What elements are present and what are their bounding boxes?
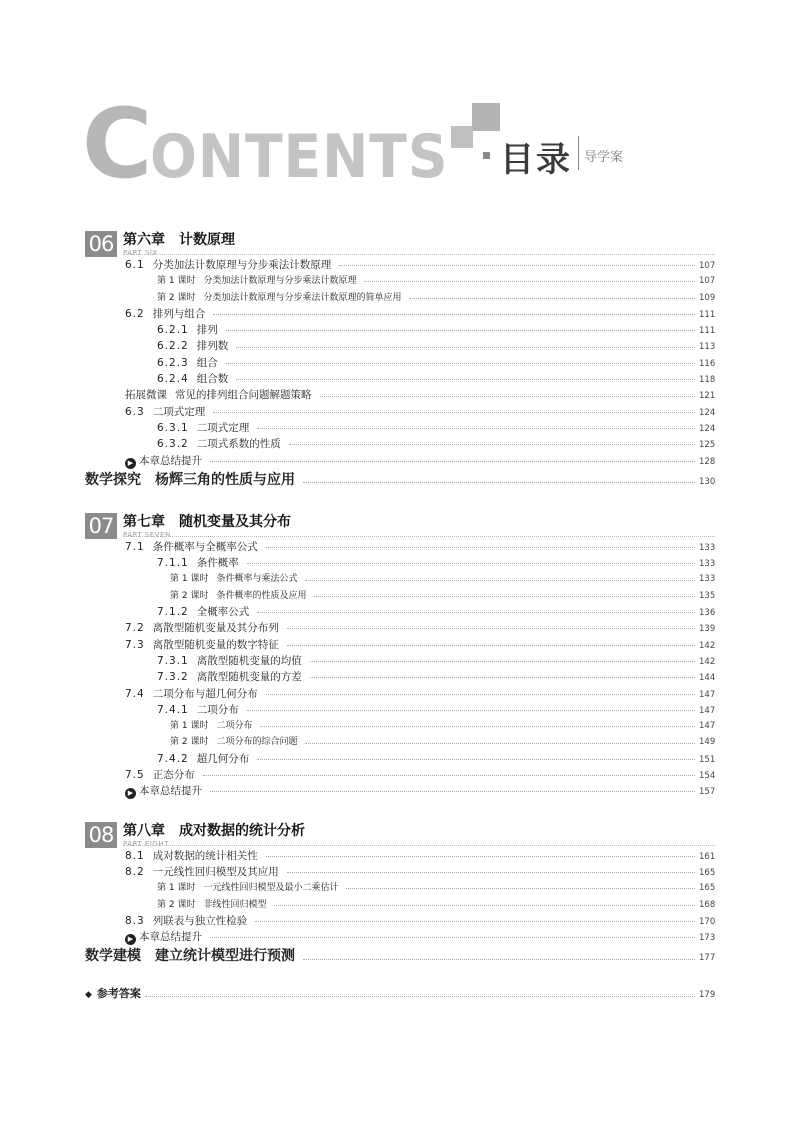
chapter-header [85, 227, 715, 257]
toc-entry-label [157, 436, 285, 452]
page-number: 173 [699, 933, 716, 944]
dot-leader [305, 580, 695, 581]
toc-entry-label [125, 306, 209, 322]
toc-entry-label [170, 734, 301, 750]
chapter-title [123, 511, 291, 531]
special-topic-label [85, 945, 299, 967]
toc-entry-label [125, 539, 262, 555]
chapter-part-label: PART SIX [123, 249, 158, 257]
dot-leader [247, 563, 695, 564]
dot-leader [213, 412, 695, 413]
dot-leader [203, 775, 695, 776]
special-topic-kind: 数学建模 [85, 948, 141, 965]
play-icon: ▶ [125, 458, 136, 469]
page-number: 147 [699, 721, 716, 732]
dot-leader [226, 330, 695, 331]
page-number: 124 [699, 423, 716, 434]
dot-leader [226, 363, 695, 364]
toc-entry-label [125, 257, 335, 273]
toc-entry-label [125, 637, 283, 653]
special-topic-label [85, 469, 299, 491]
toc-entry-number: 6.2.2 [157, 340, 189, 353]
page-number: 128 [699, 456, 716, 467]
toc-entry-number: 6.2.1 [157, 324, 189, 337]
toc-entry-label [125, 929, 206, 945]
page-number: 144 [699, 673, 716, 684]
page-number: 139 [699, 624, 716, 635]
toc-entry-number: 6.2.3 [157, 356, 189, 369]
page-number: 111 [699, 309, 716, 320]
toc-entry-label [125, 620, 283, 636]
toc-entry-text: 分类加法计数原理与分步乘法计数原理 [203, 276, 357, 287]
toc-entry-text: 条件概率与乘法公式 [216, 574, 298, 585]
toc-entry[interactable] [85, 848, 715, 864]
toc-entry[interactable] [85, 767, 715, 783]
chapter-rule [123, 254, 715, 255]
toc-entry-number: 7.4 [125, 687, 145, 700]
decor-square-medium [451, 126, 473, 148]
toc-entry[interactable] [85, 404, 715, 420]
toc-entry-number: 8.2 [125, 865, 145, 878]
page-number: 124 [699, 407, 716, 418]
dot-leader [303, 482, 695, 483]
chapter-section [85, 227, 715, 491]
dot-leader [257, 428, 695, 429]
toc-entry-number: 7.4.1 [157, 703, 189, 716]
toc-entry-label [125, 783, 206, 799]
toc-entry-number: 7.3.2 [157, 671, 189, 684]
chapter-rule [123, 845, 715, 846]
toc-entry-number: 6.3.2 [157, 438, 189, 451]
dot-leader [303, 959, 695, 960]
toc-entry-text: 常见的排列组合问题解题策略 [175, 389, 312, 402]
toc-entry[interactable] [85, 571, 715, 587]
toc-entry-number: 第 2 课时 [170, 737, 209, 748]
chapter-part-label: PART SEVEN [123, 530, 171, 539]
toc-entry-number: 第 1 课时 [170, 574, 209, 585]
toc-entry-number: 7.1 [125, 540, 145, 553]
toc-entry[interactable] [85, 371, 715, 387]
chapter-section [85, 509, 715, 800]
toc-entry-label [157, 880, 342, 896]
special-topic-kind: 数学探究 [85, 471, 141, 488]
dot-leader [255, 921, 695, 922]
toc-entry[interactable] [85, 306, 715, 322]
toc-entry[interactable] [85, 322, 715, 338]
page-number: 147 [699, 705, 716, 716]
toc-entry-label [157, 897, 270, 913]
toc-entry-number: 第 2 课时 [170, 590, 209, 601]
toc-entry-text: 二项分布 [216, 721, 253, 732]
chapter-title [123, 820, 305, 840]
chapter-spacer [85, 491, 715, 509]
toc-entry-label [157, 653, 306, 669]
toc-entry-label [157, 420, 253, 436]
page-number: 179 [699, 990, 716, 1001]
toc-entry-text: 组合数 [196, 373, 229, 386]
dot-leader [247, 710, 695, 711]
toc-entry-label [125, 864, 283, 880]
toc-entry-text: 成对数据的统计相关性 [152, 849, 258, 862]
dot-leader [213, 314, 695, 315]
toc-entry-number: 7.3 [125, 638, 145, 651]
toc-entry-text: 二项分布 [196, 703, 239, 716]
toc-entry-text: 正态分布 [152, 769, 195, 782]
toc-entry-label [125, 913, 251, 929]
dot-leader [310, 661, 695, 662]
toc-entry-text: 离散型随机变量的数字特征 [152, 638, 279, 651]
chapter-rule [123, 536, 715, 537]
dot-leader [346, 888, 695, 889]
toc-entry-number: 6.1 [125, 259, 145, 271]
toc-entry-label [170, 588, 310, 604]
toc-entry-label [157, 669, 306, 685]
toc-entry-text: 分类加法计数原理与分步乘法计数原理 [152, 259, 332, 271]
toc-entry-label [125, 387, 316, 403]
toc-entry-label [157, 322, 222, 338]
toc-entry-label [125, 848, 262, 864]
toc-entry-number: 拓展微课 [125, 389, 167, 402]
toc-entry-text: 一元线性回归模型及其应用 [152, 865, 279, 878]
page-number: 157 [699, 787, 716, 798]
toc-entry-number: 第 2 课时 [157, 292, 196, 303]
toc-entry-number: 7.2 [125, 622, 145, 635]
special-topic-title: 建立统计模型进行预测 [155, 948, 295, 965]
toc-entry[interactable] [85, 555, 715, 571]
special-topic-entry[interactable] [85, 945, 715, 967]
chapter-number: 06 [85, 231, 117, 257]
toc-entry-number: 6.2 [125, 307, 145, 320]
toc-entry[interactable] [85, 290, 715, 306]
toc-entry-text: 离散型随机变量及其分布列 [152, 622, 279, 635]
dot-leader [274, 905, 695, 906]
special-topic-title: 杨辉三角的性质与应用 [155, 471, 295, 488]
dot-leader [266, 547, 695, 548]
toc-entry-label [125, 404, 209, 420]
toc-entry-text: 列联表与独立性检验 [152, 914, 248, 927]
page-number: 133 [699, 559, 716, 570]
toc-entry-number: 第 1 课时 [157, 883, 196, 894]
dot-leader [364, 281, 695, 282]
dot-leader [257, 759, 695, 760]
chapter-name: 计数原理 [179, 232, 235, 248]
toc-entry-number: 7.5 [125, 769, 145, 782]
answers-label: 参考答案 [96, 987, 141, 1001]
page-subtitle: 导学案 [584, 150, 624, 165]
decor-square-large [472, 103, 500, 131]
toc-entry-number: 6.3.1 [157, 421, 189, 434]
toc-entry-label [157, 555, 243, 571]
toc-entry[interactable] [85, 913, 715, 929]
toc-entry-text: 条件概率 [196, 557, 239, 570]
page-number: 165 [699, 867, 716, 878]
toc-entry-number: 6.3 [125, 405, 145, 418]
toc-entry[interactable] [85, 273, 715, 289]
page-number: 107 [699, 261, 716, 271]
contents-wordmark [82, 88, 475, 200]
toc-entry-label [125, 686, 262, 702]
page-number: 161 [699, 851, 716, 862]
special-topic-entry[interactable] [85, 469, 715, 491]
toc-entry[interactable] [85, 604, 715, 620]
toc-entry-label [157, 702, 243, 718]
dot-leader [210, 791, 695, 792]
toc-entry[interactable] [85, 783, 715, 799]
page-number: 125 [699, 440, 716, 451]
toc-entry-text: 组合 [196, 356, 218, 369]
dot-leader [339, 265, 695, 266]
toc-entry-text: 二项式系数的性质 [196, 438, 281, 451]
toc-entry-text: 条件概率与全概率公式 [152, 540, 258, 553]
toc-entry-label [125, 453, 206, 469]
play-icon: ▶ [125, 788, 136, 799]
toc-entry-label [157, 273, 360, 289]
toc-entry-label [157, 371, 232, 387]
toc-entry[interactable] [85, 637, 715, 653]
toc-entry[interactable] [85, 620, 715, 636]
page-number: 147 [699, 689, 716, 700]
page-number: 136 [699, 608, 716, 619]
toc-entry[interactable] [85, 355, 715, 371]
toc-entry-number: 第 2 课时 [157, 899, 196, 910]
title-divider [578, 136, 579, 170]
toc-entry-text: 本章总结提升 [139, 454, 202, 467]
chapter-header [85, 509, 715, 539]
chapter-label: 第八章 [123, 822, 165, 839]
toc-entry-text: 排列数 [196, 340, 229, 353]
toc-entry[interactable] [85, 686, 715, 702]
page-number: 177 [699, 953, 716, 964]
toc-entry[interactable] [85, 436, 715, 452]
dot-leader [236, 347, 695, 348]
page-number: 130 [699, 476, 716, 487]
page-number: 118 [699, 375, 716, 386]
dot-leader [266, 694, 695, 695]
page-number: 165 [699, 883, 716, 894]
dot-leader [260, 726, 695, 727]
chapter-number: 08 [85, 822, 117, 848]
toc-entry-label [157, 338, 232, 354]
page-number: 168 [699, 899, 716, 910]
toc-entry-text: 非线性回归模型 [203, 899, 267, 910]
toc-entry[interactable] [85, 453, 715, 469]
dot-leader [287, 628, 695, 629]
dot-leader [266, 856, 695, 857]
page-number: 142 [699, 656, 716, 667]
toc-entry-text: 离散型随机变量的均值 [196, 654, 302, 667]
toc-entry-text: 二项分布与超几何分布 [152, 687, 258, 700]
page-number: 170 [699, 916, 716, 927]
page-number: 151 [699, 754, 716, 765]
dot-leader [289, 444, 695, 445]
toc-entry[interactable] [85, 880, 715, 896]
page-number: 133 [699, 574, 716, 585]
chapter-number: 07 [85, 513, 117, 539]
page-number: 121 [699, 391, 716, 402]
toc-entry-label [157, 751, 253, 767]
toc-entry-number: 8.1 [125, 849, 145, 862]
toc-entry-number: 第 1 课时 [157, 276, 196, 287]
toc-entry-text: 二项式定理 [152, 405, 206, 418]
page-number: 154 [699, 771, 716, 782]
page-number: 111 [699, 326, 716, 337]
toc-entry[interactable] [85, 669, 715, 685]
toc-entry[interactable] [85, 897, 715, 913]
contents-rest-letters: ONTENTS [150, 122, 449, 192]
toc-entry-number: 7.4.2 [157, 752, 189, 765]
page-number: 116 [699, 358, 716, 369]
toc-entry-text: 条件概率的性质及应用 [216, 590, 307, 601]
toc-entry[interactable] [85, 751, 715, 767]
page-number: 149 [699, 737, 716, 748]
toc-entry-number: 7.1.2 [157, 606, 189, 619]
toc-entry[interactable] [85, 929, 715, 945]
toc-entry-number: 第 1 课时 [170, 721, 209, 732]
dot-leader [257, 612, 695, 613]
toc-entry[interactable] [85, 539, 715, 555]
dot-leader [287, 645, 695, 646]
page-title: 目录 [500, 140, 572, 180]
dot-leader [236, 379, 695, 380]
toc-entry[interactable] [85, 653, 715, 669]
answers-entry[interactable] [85, 985, 715, 1003]
toc-entry-text: 全概率公式 [196, 606, 250, 619]
toc-entry-number: 6.2.4 [157, 373, 189, 386]
toc-entry[interactable] [85, 702, 715, 718]
decor-square-small [483, 152, 490, 159]
toc-entry-text: 本章总结提升 [139, 931, 202, 944]
table-of-contents [85, 227, 715, 1003]
dot-leader [409, 298, 695, 299]
toc-entry-text: 离散型随机变量的方差 [196, 671, 302, 684]
toc-entry-number: 8.3 [125, 914, 145, 927]
toc-entry-label [125, 767, 199, 783]
page-number: 109 [699, 292, 716, 303]
toc-entry-label [157, 604, 253, 620]
page-number: 133 [699, 542, 716, 553]
page-number: 107 [699, 276, 716, 287]
chapter-title [123, 229, 235, 249]
toc-entry[interactable] [85, 734, 715, 750]
toc-entry[interactable] [85, 588, 715, 604]
chapter-spacer [85, 800, 715, 818]
dot-leader [310, 677, 695, 678]
chapter-name: 随机变量及其分布 [179, 513, 291, 530]
toc-entry[interactable] [85, 864, 715, 880]
toc-entry-number: 7.1.1 [157, 557, 189, 570]
toc-entry[interactable] [85, 718, 715, 734]
toc-entry-label [170, 571, 301, 587]
toc-entry-label [157, 290, 405, 306]
toc-entry[interactable] [85, 257, 715, 273]
toc-entry-text: 一元线性回归模型及最小二乘估计 [203, 883, 339, 894]
chapter-header [85, 818, 715, 848]
chapter-section [85, 818, 715, 968]
play-icon: ▶ [125, 934, 136, 945]
toc-entry-text: 分类加法计数原理与分步乘法计数原理的简单应用 [203, 292, 402, 303]
dot-leader [210, 937, 695, 938]
toc-entry-number: 7.3.1 [157, 654, 189, 667]
diamond-icon: ◆ [85, 990, 92, 1001]
header [0, 0, 799, 200]
toc-entry-label [170, 718, 256, 734]
chapter-part-label: PART EIGHT [123, 839, 169, 848]
page-number: 135 [699, 590, 716, 601]
chapter-label: 第七章 [123, 513, 165, 530]
toc-entry-label [157, 355, 222, 371]
toc-entry-text: 二项分布的综合问题 [216, 737, 298, 748]
toc-entry[interactable] [85, 387, 715, 403]
chapter-label: 第六章 [123, 232, 165, 248]
dot-leader [287, 872, 695, 873]
toc-entry-text: 本章总结提升 [139, 785, 202, 798]
chapter-name: 成对数据的统计分析 [179, 822, 305, 839]
page-number: 113 [699, 342, 716, 353]
toc-entry-text: 排列 [196, 324, 218, 337]
toc-entry-text: 排列与组合 [152, 307, 206, 320]
dot-leader [145, 996, 695, 997]
toc-entry[interactable] [85, 338, 715, 354]
chapter-spacer [85, 967, 715, 985]
dot-leader [314, 596, 695, 597]
toc-entry-text: 二项式定理 [196, 421, 250, 434]
dot-leader [305, 743, 695, 744]
dot-leader [320, 396, 696, 397]
page-number: 142 [699, 640, 716, 651]
toc-entry[interactable] [85, 420, 715, 436]
toc-entry-text: 超几何分布 [196, 752, 250, 765]
dot-leader [210, 461, 695, 462]
contents-first-letter: C [82, 88, 151, 200]
